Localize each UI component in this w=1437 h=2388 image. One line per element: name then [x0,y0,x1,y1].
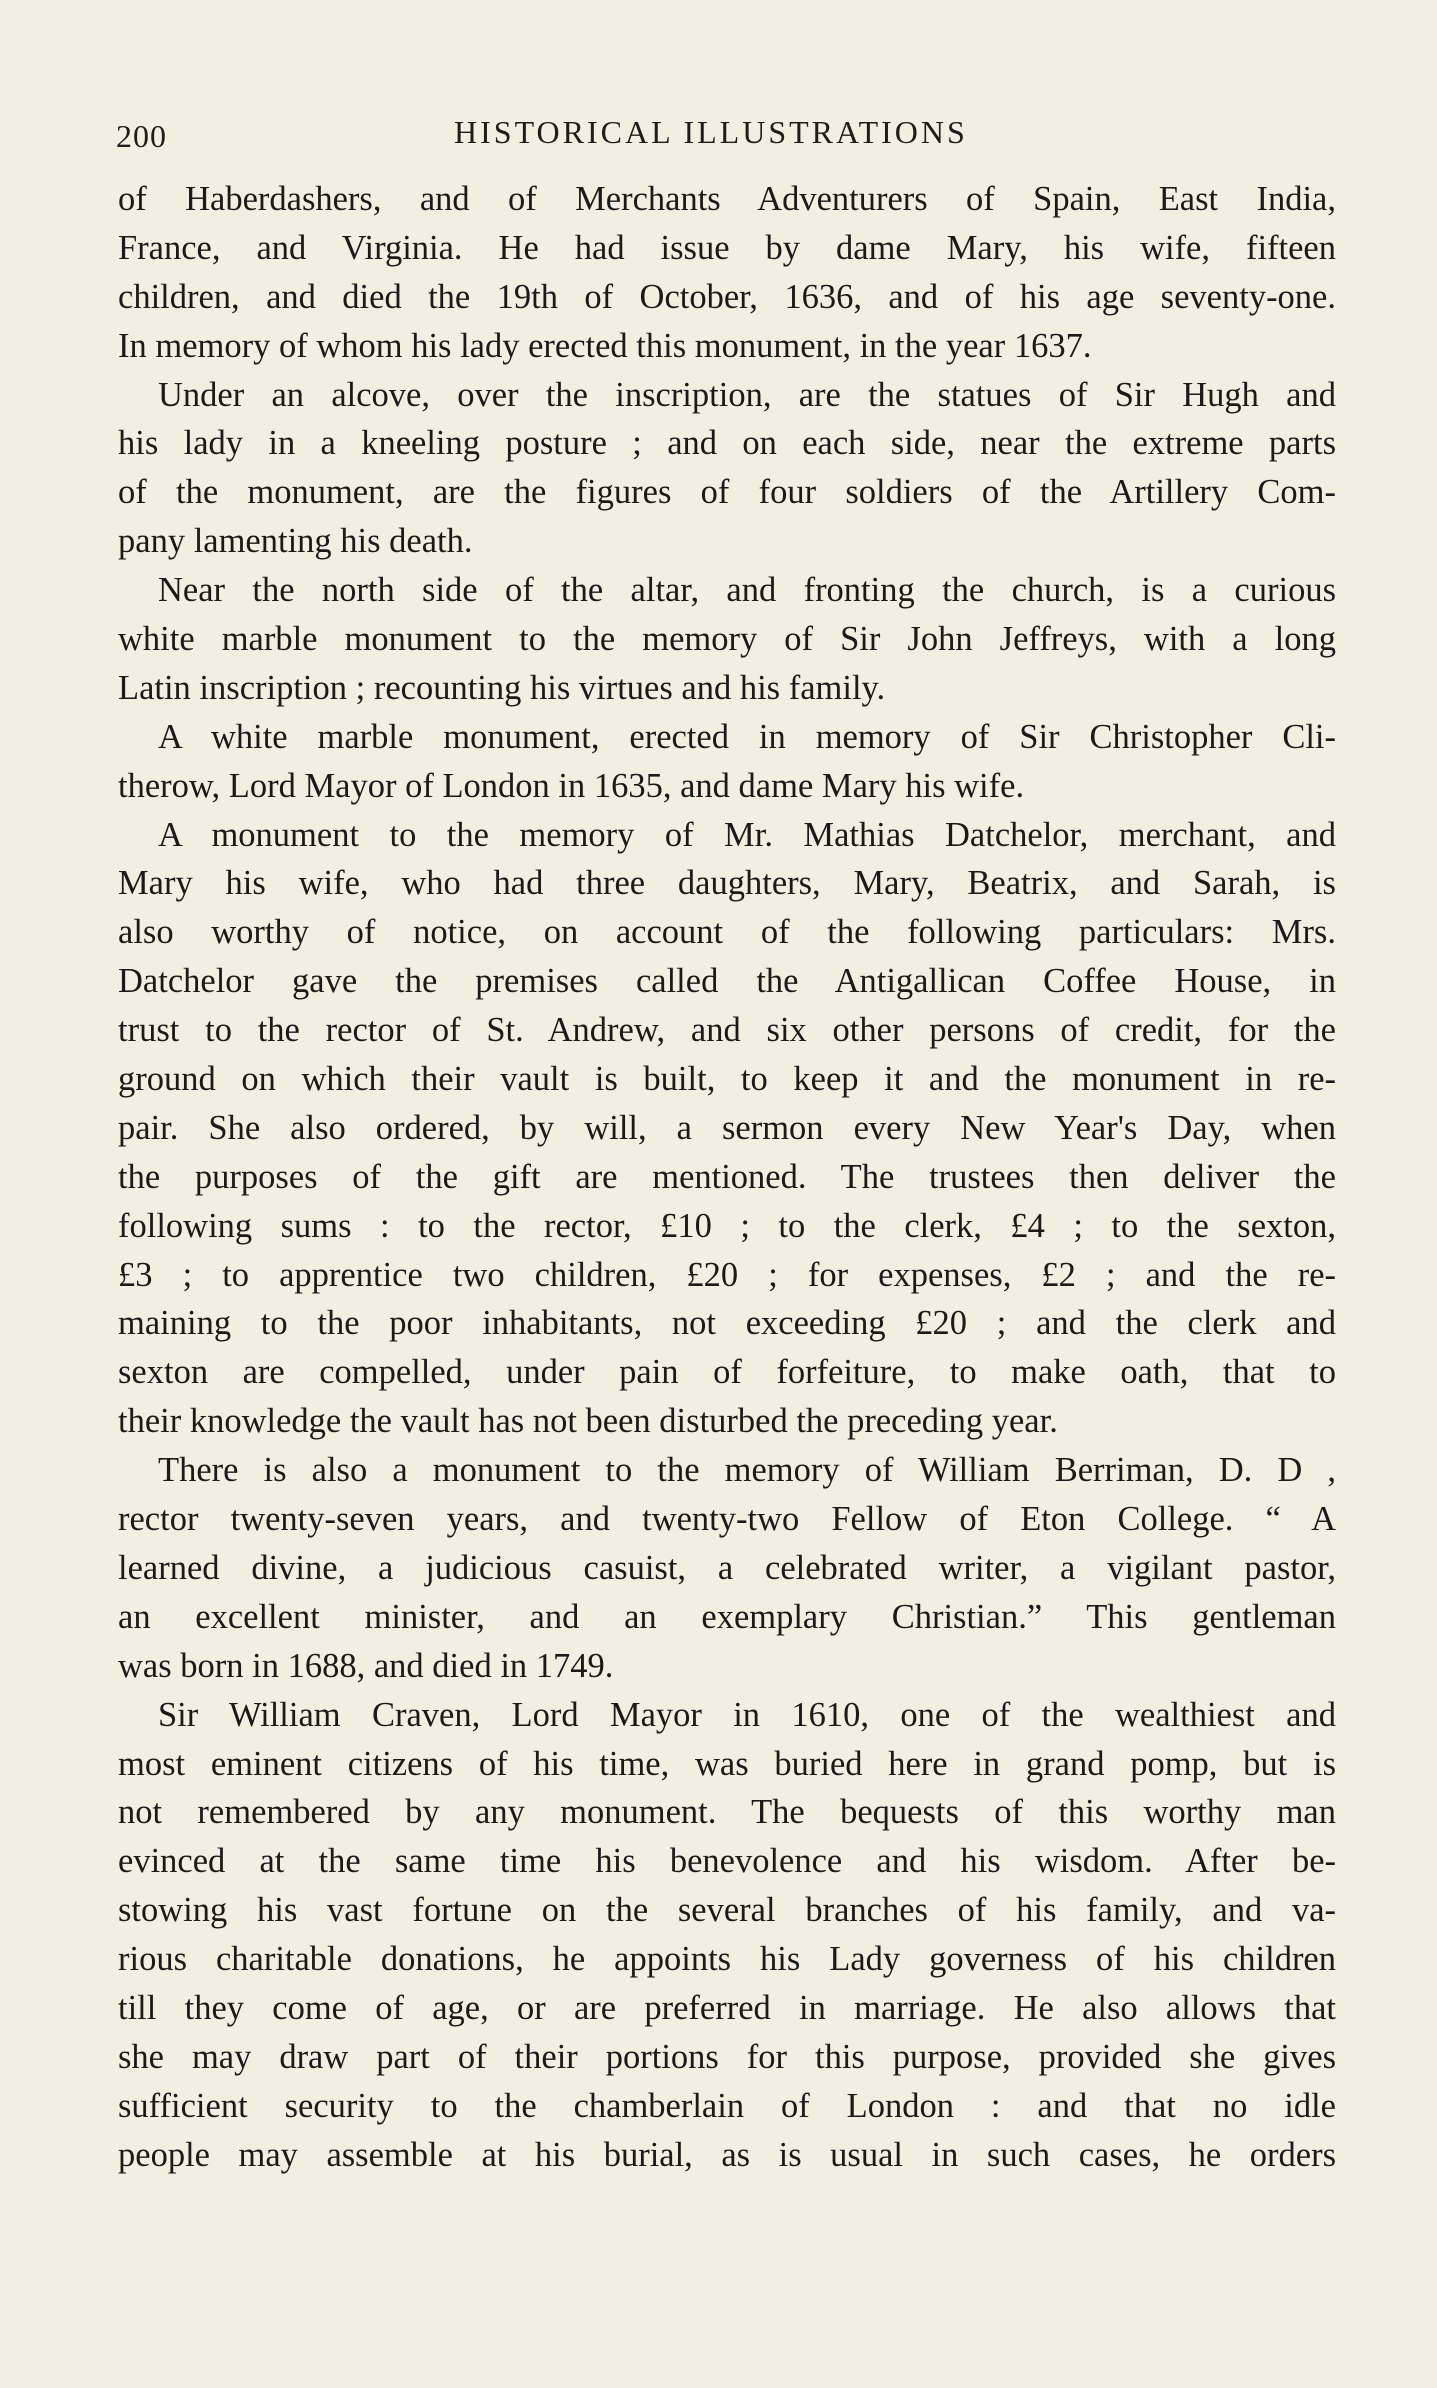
text-line: not remembered by any monument. The bequests of this worthy man [118,1793,1336,1832]
running-head [116,108,1334,158]
paragraph [118,713,1336,811]
text-line: an excellent minister, and an exemplary Christian.” This gentleman [118,1597,1336,1636]
text-line: Datchelor gave the premises called the Antigallican Coffee House, in [118,962,1336,1001]
text-line: trust to the rector of St. Andrew, and six other persons of credit, for the [118,1011,1336,1050]
running-title: HISTORICAL ILLUSTRATIONS [454,114,968,150]
text-line: following sums : to the rector, £10 ; to the clerk, £4 ; to the sexton, [118,1206,1336,1245]
paragraph [118,566,1336,713]
paragraph [118,371,1336,567]
text-line: was born in 1688, and died in 1749. [118,1646,614,1685]
text-line: most eminent citizens of his time, was buried here in grand pomp, but is [118,1744,1336,1783]
text-line: Latin inscription ; recounting his virtues and his family. [118,668,886,707]
text-line: A white marble monument, erected in memory of Sir Christopher Cli- [158,717,1336,756]
text-line: the purposes of the gift are mentioned. The trustees then deliver the [118,1157,1336,1196]
text-line: Under an alcove, over the inscription, are the statues of Sir Hugh and [158,375,1336,414]
text-line: France, and Virginia. He had issue by dame Mary, his wife, fifteen [118,228,1336,267]
text-line: of Haberdashers, and of Merchants Adventurers of Spain, East India, [118,180,1336,218]
text-line: learned divine, a judicious casuist, a celebrated writer, a vigilant pastor, [118,1548,1336,1587]
text-line: his lady in a kneeling posture ; and on each side, near the extreme parts [118,424,1336,463]
text-line: stowing his vast fortune on the several branches of his family, and va- [118,1891,1336,1930]
text-line: ground on which their vault is built, to keep it and the monument in re- [118,1060,1336,1099]
text-line: In memory of whom his lady erected this monument, in the year 1637. [118,326,1092,365]
text-line: she may draw part of their portions for this purpose, provided she gives [118,2037,1336,2076]
paragraph [118,811,1336,1447]
text-line: sexton are compelled, under pain of forfeiture, to make oath, that to [118,1353,1336,1392]
paragraph [118,175,1336,371]
paragraph [118,1691,1336,2180]
text-line: therow, Lord Mayor of London in 1635, and dame Mary his wife. [118,766,1025,805]
text-line: sufficient security to the chamberlain of London : and that no idle [118,2086,1336,2125]
text-line: of the monument, are the figures of four soldiers of the Artillery Com- [118,473,1336,512]
paragraph [118,1446,1336,1690]
text-line: Mary his wife, who had three daughters, Mary, Beatrix, and Sarah, is [118,864,1336,903]
text-line: children, and died the 19th of October, 1636, and of his age seventy-one. [118,277,1336,316]
text-line: also worthy of notice, on account of the following particulars: Mrs. [118,913,1336,952]
text-line: Near the north side of the altar, and fronting the church, is a curious [158,571,1336,610]
text-line: rector twenty-seven years, and twenty-two Fellow of Eton College. “ A [118,1500,1336,1539]
text-line: pair. She also ordered, by will, a sermon every New Year's Day, when [118,1108,1336,1147]
page-number: 200 [116,118,167,154]
text-line: people may assemble at his burial, as is usual in such cases, he orders [118,2135,1336,2174]
text-line: their knowledge the vault has not been disturbed the preceding year. [118,1402,1058,1441]
text-line: evinced at the same time his benevolence and his wisdom. After be- [118,1842,1336,1881]
text-line: There is also a monument to the memory of William Berriman, D. D , [158,1451,1336,1490]
text-line: Sir William Craven, Lord Mayor in 1610, one of the wealthiest and [158,1695,1336,1734]
text-line: rious charitable donations, he appoints his Lady governess of his children [118,1940,1336,1979]
text-line: till they come of age, or are preferred in marriage. He also allows that [118,1988,1336,2027]
body-text [118,175,1336,2180]
text-line: pany lamenting his death. [118,522,473,561]
text-line: £3 ; to apprentice two children, £20 ; for expenses, £2 ; and the re- [118,1255,1336,1294]
text-line: maining to the poor inhabitants, not exceeding £20 ; and the clerk and [118,1304,1336,1343]
text-line: A monument to the memory of Mr. Mathias Datchelor, merchant, and [158,815,1336,854]
text-line: white marble monument to the memory of Sir John Jeffreys, with a long [118,620,1336,659]
